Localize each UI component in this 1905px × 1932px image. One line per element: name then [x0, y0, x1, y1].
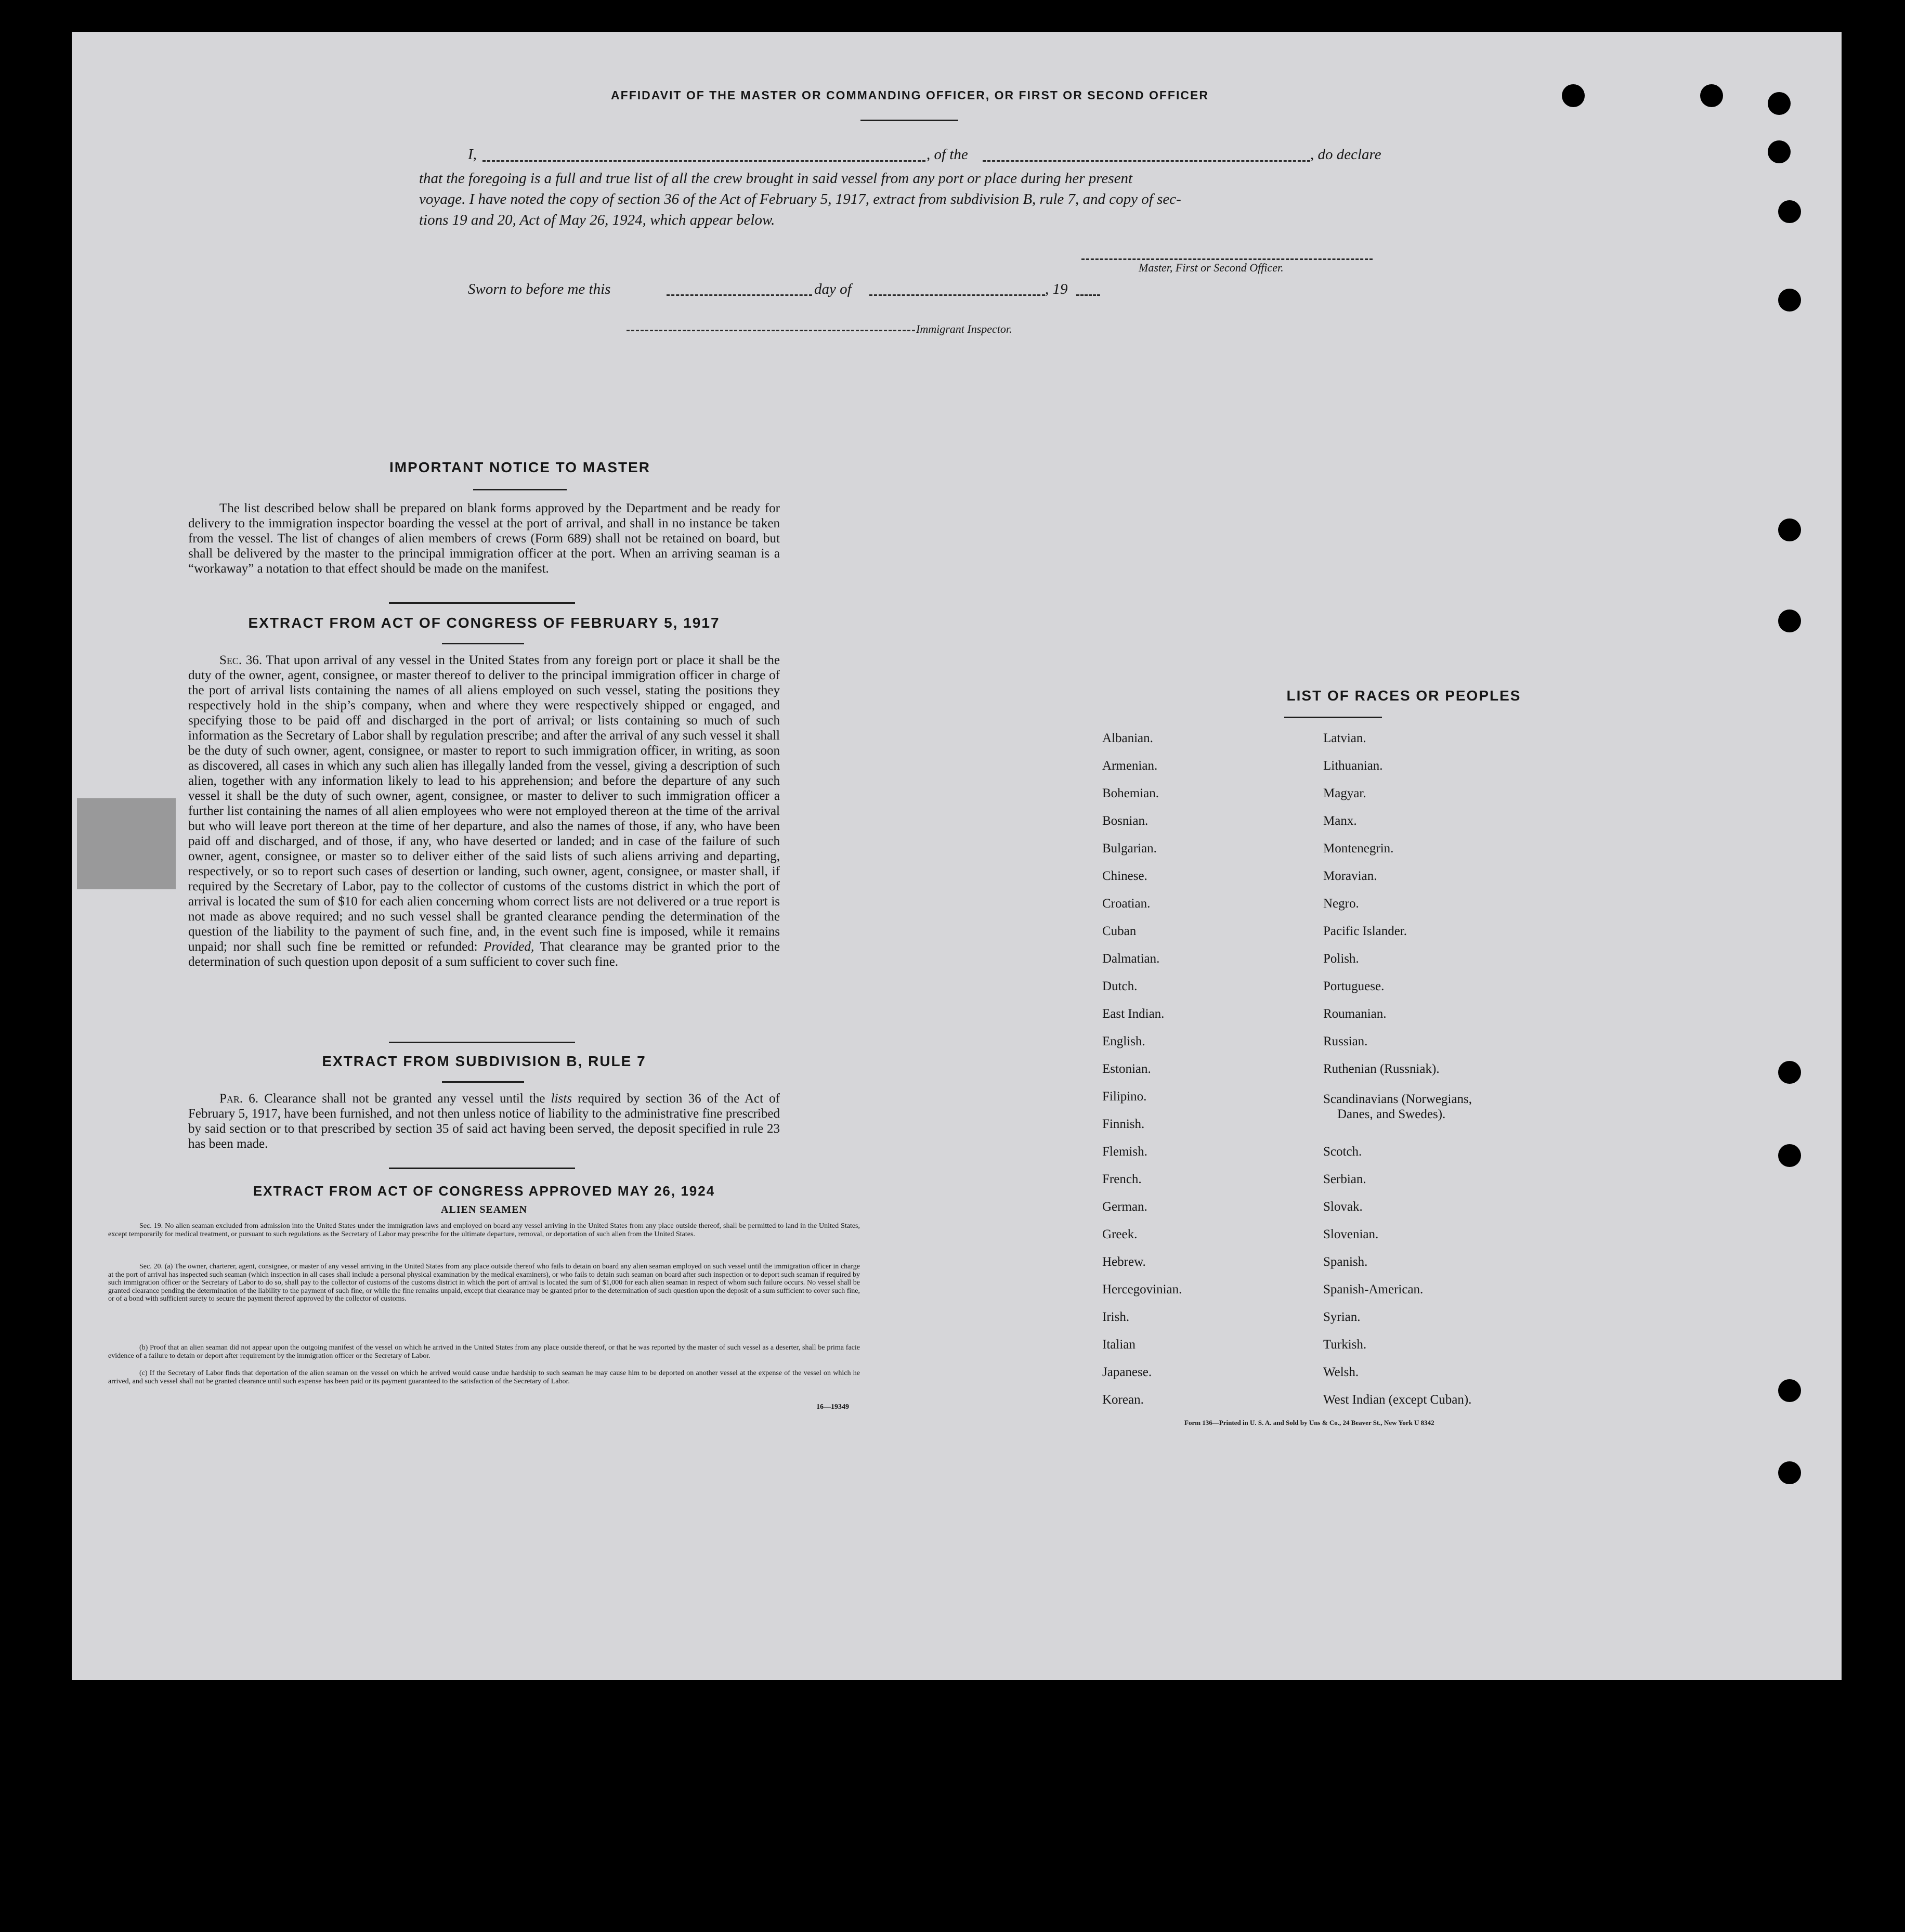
affidavit-line-4: tions 19 and 20, Act of May 26, 1924, which appear below.: [419, 212, 775, 228]
rule-7-title: EXTRACT FROM SUBDIVISION B, RULE 7: [322, 1053, 646, 1069]
race-item: Scandinavians (Norwegians,: [1323, 1092, 1472, 1106]
sworn-month-field[interactable]: [869, 294, 1045, 296]
provided-label: Provided,: [484, 940, 534, 954]
binder-hole: [1778, 1061, 1801, 1084]
races-title: LIST OF RACES OR PEOPLES: [1286, 688, 1521, 704]
title-rule: [860, 120, 958, 121]
affidavit-line-3: voyage. I have noted the copy of section 36 of the Act of February 5, 1917, extract from subdivision B, rule 7, and copy of sec-: [419, 191, 1181, 208]
binder-hole: [1700, 84, 1723, 107]
declarant-label: I,: [468, 146, 477, 163]
race-item: East Indian.: [1102, 1007, 1165, 1021]
race-item: Estonian.: [1102, 1062, 1151, 1076]
race-item: Russian.: [1323, 1034, 1368, 1048]
vessel-name-field[interactable]: [983, 160, 1310, 162]
binder-hole: [1778, 610, 1801, 632]
binder-hole: [1778, 1379, 1801, 1402]
rule-7-rule: [442, 1081, 524, 1083]
race-item: Hebrew.: [1102, 1255, 1146, 1269]
binder-hole: [1768, 140, 1791, 163]
race-item: French.: [1102, 1172, 1142, 1186]
section-19-text: Sec. 19. No alien seaman excluded from admission into the United States under the immigration laws and employed on board any vessel arriving in the United States from any place outside thereof, shall be permitted to land in the United States, except temporarily for medical treatment, or pursuant to such regulations as the Secretary of Labor may prescribe for the ultimate departure, removal, or deportation of such alien from the United States.: [108, 1222, 860, 1238]
race-item: Moravian.: [1323, 869, 1377, 883]
vessel-label: , of the: [927, 146, 968, 163]
race-item: Finnish.: [1102, 1117, 1145, 1131]
race-item: Portuguese.: [1323, 979, 1385, 993]
inspector-label: Immigrant Inspector.: [916, 322, 1012, 335]
race-item: Japanese.: [1102, 1365, 1152, 1379]
section-divider: [389, 1042, 575, 1043]
section-20b-text: (b) Proof that an alien seaman did not appear upon the outgoing manifest of the vessel on which he arrived in the United States from any place outside thereof, or that he was reported by the master of such vessel as a deserter, shall be prima facie evidence of a failure to detain or deport after requirement by the immigration officer or the Secretary of Labor.: [108, 1344, 860, 1360]
binder-hole: [1778, 289, 1801, 312]
sworn-day-field[interactable]: [667, 294, 812, 296]
section-divider: [389, 1168, 575, 1169]
race-item: Chinese.: [1102, 869, 1147, 883]
binder-hole: [1778, 518, 1801, 541]
declare-label: , do declare: [1310, 146, 1381, 163]
alien-seamen-subtitle: ALIEN SEAMEN: [441, 1204, 527, 1215]
lists-label: lists: [551, 1092, 572, 1106]
notice-text: The list described below shall be prepared on blank forms approved by the Department and be ready for delivery to the immigration inspector boarding the vessel at the port of arrival, and shall in no instance be taken from the vessel. The list of changes of alien members of crews (Form 689) shall not be retained on board, but shall be delivered by the master to the principal immigration officer at the port. When an arriving seaman is a “workaway” a notation to that effect should be made on the manifest.: [188, 501, 780, 576]
extract-1917-title: EXTRACT FROM ACT OF CONGRESS OF FEBRUARY 5, 1917: [248, 615, 720, 631]
race-item: Filipino.: [1102, 1090, 1147, 1104]
race-item: Serbian.: [1323, 1172, 1366, 1186]
binder-hole: [1562, 84, 1585, 107]
signature-field[interactable]: [1081, 258, 1373, 260]
extract-1917-rule: [442, 643, 524, 644]
printer-imprint: Form 136—Printed in U. S. A. and Sold by Uns & Co., 24 Beaver St., New York U 8342: [1184, 1419, 1434, 1427]
race-item: Dutch.: [1102, 979, 1138, 993]
race-item: West Indian (except Cuban).: [1323, 1393, 1472, 1407]
race-item: Welsh.: [1323, 1365, 1359, 1379]
inspector-signature-field[interactable]: [627, 330, 915, 331]
paper-tab: [77, 798, 176, 889]
race-item: English.: [1102, 1034, 1145, 1048]
race-item: Armenian.: [1102, 759, 1158, 773]
sworn-label: Sworn to before me this: [468, 281, 611, 297]
race-item: Ruthenian (Russniak).: [1323, 1062, 1440, 1076]
race-item: Turkish.: [1323, 1338, 1367, 1352]
race-item: Dalmatian.: [1102, 952, 1160, 966]
race-item: Magyar.: [1323, 786, 1366, 800]
race-item: Spanish-American.: [1323, 1282, 1424, 1296]
paragraph-6-label: Par. 6.: [219, 1092, 259, 1106]
sworn-year-field[interactable]: [1076, 294, 1100, 296]
race-item: German.: [1102, 1200, 1147, 1214]
section-divider: [389, 602, 575, 604]
rule-7-body-a: Clearance shall not be granted any vessel until the: [264, 1092, 545, 1106]
race-item: Danes, and Swedes).: [1337, 1107, 1446, 1121]
race-item: Italian: [1102, 1338, 1136, 1352]
extract-1924-title: EXTRACT FROM ACT OF CONGRESS APPROVED MAY 26, 1924: [253, 1183, 715, 1199]
affidavit-body: [419, 168, 1402, 230]
day-of-label: day of: [814, 281, 852, 297]
race-item: Manx.: [1323, 814, 1357, 828]
form-code: 16—19349: [816, 1403, 849, 1411]
race-item: Polish.: [1323, 952, 1359, 966]
race-item: Cuban: [1102, 924, 1137, 938]
rule-7-body-b: required by section 36 of the Act of February 5, 1917, have been furnished, and not then unless notice of liability to the administrative fine prescribed by said section or to that prescribed by section 35 of said act having been served, the deposit specified in rule 23 has been made.: [188, 1092, 780, 1151]
binder-hole: [1778, 1144, 1801, 1167]
race-item: Albanian.: [1102, 731, 1153, 745]
race-item: Montenegrin.: [1323, 841, 1394, 855]
section-36-end: That clearance may be granted prior to the determination of such question upon deposit of a sum sufficient to cover such fine.: [188, 940, 780, 969]
affidavit-title: AFFIDAVIT OF THE MASTER OR COMMANDING OFFICER, OR FIRST OR SECOND OFFICER: [611, 88, 1209, 102]
race-item: Pacific Islander.: [1323, 924, 1407, 938]
race-item: Irish.: [1102, 1310, 1130, 1324]
race-item: Lithuanian.: [1323, 759, 1383, 773]
notice-title: IMPORTANT NOTICE TO MASTER: [389, 459, 651, 475]
race-item: Bulgarian.: [1102, 841, 1157, 855]
binder-hole: [1778, 200, 1801, 223]
rule-7-text: [188, 1091, 780, 1151]
race-item: Bohemian.: [1102, 786, 1159, 800]
race-item: Scotch.: [1323, 1145, 1362, 1159]
year-label: , 19: [1045, 281, 1068, 297]
race-item: Negro.: [1323, 897, 1359, 911]
affidavit-line-2: that the foregoing is a full and true list of all the crew brought in said vessel from any port or place during her present: [419, 170, 1133, 187]
race-item: Roumanian.: [1323, 1007, 1387, 1021]
binder-hole: [1778, 1461, 1801, 1484]
section-20c-text: (c) If the Secretary of Labor finds that deportation of the alien seaman on the vessel on which he arrived would cause undue hardship to such seaman he may cause him to be deported on another vessel at the expense of the vessel on which he arrived, and such vessel shall not be granted clearance until such expense has been paid or its payment guaranteed to the satisfaction of the Secretary of Labor.: [108, 1369, 860, 1385]
race-item: Latvian.: [1323, 731, 1366, 745]
race-item: Flemish.: [1102, 1145, 1147, 1159]
race-item: Spanish.: [1323, 1255, 1368, 1269]
notice-rule: [473, 489, 567, 490]
binder-hole: [1768, 92, 1791, 115]
section-36-body: That upon arrival of any vessel in the United States from any foreign port or place it shall be the duty of the owner, agent, consignee, or master thereof to deliver to the principal immigration officer in charge of the port of arrival lists containing the names of all aliens employed on such vessel, stating the positions they respectively hold in the ship’s company, when and where they were respectively shipped or engaged, and specifying those to be paid off and discharged in the port of arrival; or lists containing so much of such information as the Secretary of Labor shall by regulation prescribe; and after the arrival of any such vessel it shall be the duty of such owner, agent, consignee, or master to report to such immigration officer, in writing, as soon as discovered, all cases in which any such alien has illegally landed from the vessel, giving a description of such alien, together with any information likely to lead to his apprehension; and before the departure of any such vessel it shall be the duty of such owner, agent, consignee, or master to deliver to such immigration officer a further list containing the names of all alien employees who were not employed thereon at the time of the arrival but who will leave port thereon at the time of her departure, and also the names of those, if any, who have been paid off and discharged, and of those, if any, who have deserted or landed; and in case of the failure of such owner, agent, consignee, or master so to deliver either of the said lists of such aliens arriving and departing, respectively, or so to report such cases of desertion or landing, such owner, agent, consignee, or master shall, if required by the Secretary of Labor, pay to the collector of customs of the customs district in which the port of arrival is located the sum of $10 for each alien concerning whom correct lists are not delivered or a true report is not made as above required; and no such vessel shall be granted clearance pending the determination of the question of the liability to the payment of such fine, and, in the event such fine is imposed, while it remains unpaid; nor shall such fine be remitted or refunded:: [188, 653, 780, 954]
section-36-label: Sec. 36.: [219, 653, 263, 667]
race-item: Slovak.: [1323, 1200, 1363, 1214]
affidavit-line-1: [468, 146, 477, 163]
race-item: Korean.: [1102, 1393, 1144, 1407]
signature-label: Master, First or Second Officer.: [1139, 261, 1284, 274]
section-20a-text: Sec. 20. (a) The owner, charterer, agent, consignee, or master of any vessel arriving in the United States from any place outside thereof who fails to detain on board any alien seaman employed on such vessel until the immigration officer in charge at the port of arrival has inspected such seaman (which inspection in all cases shall include a personal physical examination by the medical examiners), or who fails to detain such seaman on board after such inspection or to deport such seaman if required by such immigration officer or the Secretary of Labor to do so, shall pay to the collector of customs of the customs district in which the port of arrival is located the sum of $1,000 for each alien seaman in respect of whom such failure occurs. No vessel shall be granted clearance pending the determination of the liability to the payment of such fine, or while the fine remains unpaid, except that clearance may be granted prior to the determination of such question upon the deposit of a sum sufficient to cover such fine, or of a bond with sufficient surety to secure the payment thereof approved by the collector of customs.: [108, 1263, 860, 1303]
race-item: Bosnian.: [1102, 814, 1149, 828]
race-item: Croatian.: [1102, 897, 1151, 911]
race-item: Greek.: [1102, 1227, 1138, 1241]
section-36-text: [188, 653, 780, 969]
race-item: Hercegovinian.: [1102, 1282, 1182, 1296]
declarant-name-field[interactable]: [482, 160, 925, 162]
races-rule: [1284, 717, 1382, 718]
race-item: Syrian.: [1323, 1310, 1361, 1324]
race-item: Slovenian.: [1323, 1227, 1379, 1241]
